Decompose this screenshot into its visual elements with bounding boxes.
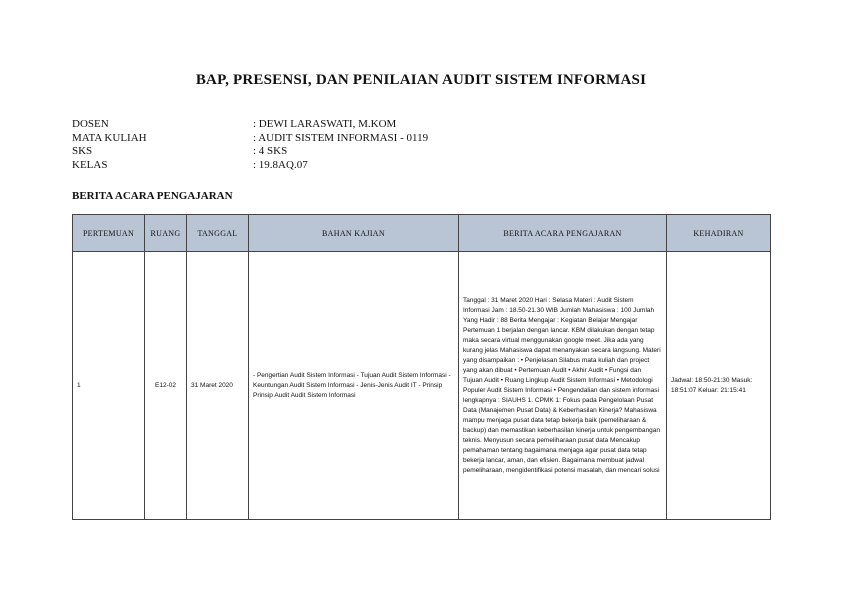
header-pertemuan: PERTEMUAN (73, 215, 145, 252)
info-value: : 19.8AQ.07 (253, 158, 308, 171)
teaching-record-table (72, 214, 771, 520)
info-value: : 4 SKS (253, 145, 288, 157)
table-row (73, 252, 771, 520)
cell-berita-acara: Tanggal : 31 Maret 2020 Hari : Selasa Materi : Audit Sistem Informasi Jam : 18.50-21.30 WIB Jumlah Mahasiswa : 100 Jumlah Yang Hadir : 88 Berita Mengajar : Kegiatan Belajar Mengajar Pertemuan 1 berjalan dengan lancar. KBM dilakukan dengan tetap maka secara virtual menggunakan google meet. Jika ada yang kurang jelas Mahasiswa dapat menanyakan secara langsung. Materi yang disampaikan : • Penjelasan Silabus mata kuliah dan project yang akan dibuat • Pertemuan Audit • Akhir Audit • Fungsi dan Tujuan Audit • Ruang Lingkup Audit Sistem Informasi • Metodologi Populer Audit Sistem Informasi • Pengendalian dan sistem informasi lengkapnya : SIAUHS 1. CPMK 1: Fokus pada Pengelolaan Pusat Data (Manajemen Pusat Data) & Keberhasilan Kinerja? Mahasiswa mampu menjaga pusat data tetap bekerja baik (pemeliharaan & backup) dan memastikan keberhasilan kinerja untuk pengembangan teknis. Menyusun secara pemeliharaan pusat data Mencakup pemahaman tentang bagaimana menjaga agar pusat data tetap bekerja lancar, aman, dan efisien. Bagaimana membuat jadwal pemeliharaan, mengidentifikasi potensi masalah, dan mencari solusi (459, 252, 667, 520)
header-bahan-kajian: BAHAN KAJIAN (249, 215, 459, 252)
info-row-dosen (72, 118, 428, 132)
info-row-sks (72, 145, 428, 159)
cell-ruang: E12-02 (145, 252, 187, 520)
cell-kehadiran: Jadwal: 18:50-21:30 Masuk: 18:51:07 Keluar: 21:15:41 (667, 252, 771, 520)
cell-pertemuan: 1 (73, 252, 145, 520)
cell-bahan-kajian: - Pengertian Audit Sistem Informasi - Tujuan Audit Sistem Informasi - Keuntungan Audit Sistem Informasi - Jenis-Jenis Audit IT - Prinsip Prinsip Audit Audit Sistem Informasi (249, 252, 459, 520)
info-value: : AUDIT SISTEM INFORMASI - 0119 (253, 131, 429, 144)
course-info (72, 118, 428, 172)
section-title: BERITA ACARA PENGAJARAN (72, 190, 233, 202)
cell-tanggal: 31 Maret 2020 (187, 252, 249, 520)
info-label: DOSEN (72, 118, 109, 130)
header-kehadiran: KEHADIRAN (667, 215, 771, 252)
header-berita-acara: BERITA ACARA PENGAJARAN (459, 215, 667, 252)
info-value: : DEWI LARASWATI, M.KOM (253, 118, 397, 130)
info-row-mata-kuliah (72, 132, 428, 146)
info-label: SKS (72, 145, 93, 157)
info-row-kelas (72, 159, 428, 173)
table-header-row (73, 215, 771, 252)
header-ruang: RUANG (145, 215, 187, 252)
info-label: MATA KULIAH (72, 131, 147, 144)
page-title: BAP, PRESENSI, DAN PENILAIAN AUDIT SISTEM INFORMASI (195, 72, 647, 88)
header-tanggal: TANGGAL (187, 215, 249, 252)
info-label: KELAS (72, 158, 108, 171)
